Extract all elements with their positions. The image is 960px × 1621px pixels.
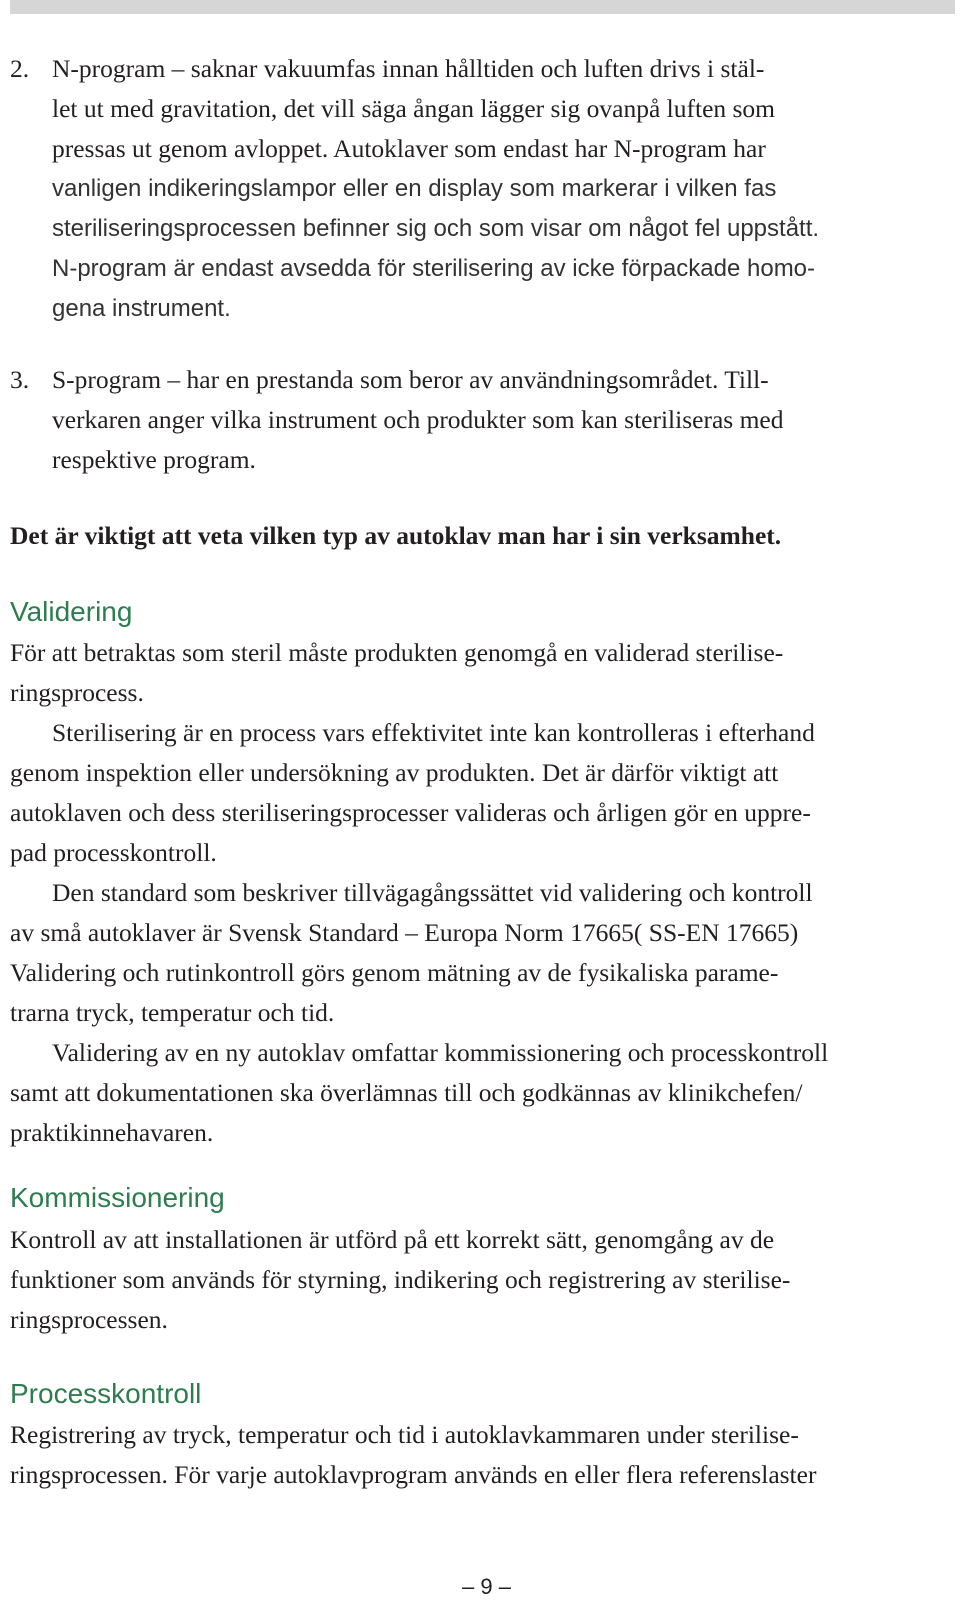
item2-line-5: steriliseringsprocessen befinner sig och som visar om något fel uppstått. [52, 215, 820, 242]
list-number-2: 2. [10, 54, 30, 83]
list-number-3: 3. [10, 365, 30, 394]
validering-line-7: Den standard som beskriver tillvägagångssättet vid validering och kontroll [52, 878, 813, 907]
item2-line-4: vanligen indikeringslampor eller en display som markerar i vilken fas [52, 175, 777, 202]
processkontroll-line-2: ringsprocessen. För varje autoklavprogram används en eller flera referenslaster [10, 1460, 817, 1489]
validering-line-1: För att betraktas som steril måste produkten genomgå en validerad sterilise- [10, 638, 784, 667]
heading-validering: Validering [10, 596, 133, 627]
item2-line-2: let ut med gravitation, det vill säga ångan lägger sig ovanpå luften som [52, 94, 776, 123]
item3-line-3: respektive program. [52, 445, 256, 474]
item2-line-1: N-program – saknar vakuumfas innan hålltiden och luften drivs i stäl- [52, 54, 765, 83]
heading-processkontroll: Processkontroll [10, 1378, 202, 1409]
kommissionering-line-2: funktioner som används för styrning, indikering och registrering av sterilise- [10, 1265, 791, 1294]
processkontroll-body [10, 1415, 945, 1495]
validering-line-10: trarna tryck, temperatur och tid. [10, 998, 335, 1027]
validering-line-9: Validering och rutinkontroll görs genom mätning av de fysikaliska parame- [10, 958, 779, 987]
item2-line-6: N-program är endast avsedda för sterilisering av icke förpackade homo- [52, 255, 816, 282]
validering-line-4: genom inspektion eller undersökning av produkten. Det är därför viktigt att [10, 758, 779, 787]
list-item-3 [10, 360, 945, 480]
kommissionering-body [10, 1220, 945, 1340]
heading-kommissionering: Kommissionering [10, 1182, 225, 1213]
kommissionering-line-1: Kontroll av att installationen är utförd på ett korrekt sätt, genomgång av de [10, 1225, 775, 1254]
item2-line-7: gena instrument. [52, 295, 231, 322]
validering-line-3: Sterilisering är en process vars effektivitet inte kan kontrolleras i efterhand [52, 718, 815, 747]
validering-line-13: praktikinnehavaren. [10, 1118, 214, 1147]
validering-line-6: pad processkontroll. [10, 838, 217, 867]
item3-line-2: verkaren anger vilka instrument och produkter som kan steriliseras med [52, 405, 784, 434]
validering-line-11: Validering av en ny autoklav omfattar kommissionering och processkontroll [52, 1038, 829, 1067]
processkontroll-line-1: Registrering av tryck, temperatur och tid i autoklavkammaren under sterilise- [10, 1420, 799, 1449]
kommissionering-line-3: ringsprocessen. [10, 1305, 168, 1334]
top-rule [10, 0, 955, 14]
validering-body [10, 633, 945, 1153]
validering-line-12: samt att dokumentationen ska överlämnas till och godkännas av klinikchefen/ [10, 1078, 803, 1107]
list-item-2 [10, 49, 945, 329]
validering-line-8: av små autoklaver är Svensk Standard – Europa Norm 17665( SS-EN 17665) [10, 918, 799, 947]
page-number: – 9 – [462, 1574, 511, 1599]
validering-line-2: ringsprocess. [10, 678, 144, 707]
validering-line-5: autoklaven och dess steriliseringsprocesser valideras och årligen gör en uppre- [10, 798, 811, 827]
item2-line-3: pressas ut genom avloppet. Autoklaver som endast har N-program har [52, 134, 766, 163]
item3-line-1: S-program – har en prestanda som beror av användningsområdet. Till- [52, 365, 769, 394]
emphasis-note: Det är viktigt att veta vilken typ av autoklav man har i sin verksamhet. [10, 521, 782, 550]
